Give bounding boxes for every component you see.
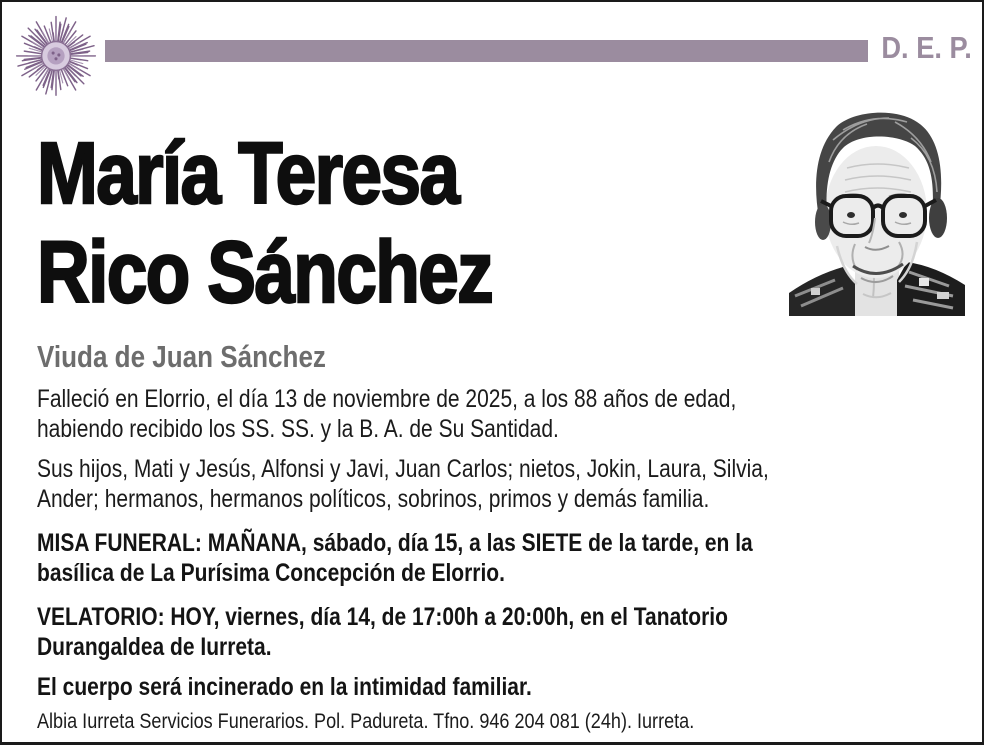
relation-subtitle: Viuda de Juan Sánchez bbox=[37, 339, 326, 374]
deceased-portrait-photo bbox=[789, 96, 965, 316]
wake-paragraph bbox=[37, 603, 728, 662]
dep-label: D. E. P. bbox=[881, 30, 972, 65]
family-line-1: Sus hijos, Mati y Jesús, Alfonsi y Javi, Juan Carlos; nietos, Jokin, Laura, Silvia, bbox=[37, 455, 769, 483]
wake-line-2: Durangaldea de Iurreta. bbox=[37, 632, 272, 661]
family-paragraph bbox=[37, 455, 769, 514]
deceased-name-line-1: María Teresa bbox=[37, 125, 459, 222]
deceased-name bbox=[37, 124, 492, 322]
death-notice-line-1: Falleció en Elorrio, el día 13 de noviembre de 2025, a los 88 años de edad, bbox=[37, 385, 737, 413]
funeral-mass-line-1: MISA FUNERAL: MAÑANA, sábado, día 15, a las SIETE de la tarde, en la bbox=[37, 529, 753, 557]
family-line-2: Ander; hermanos, hermanos políticos, sobrinos, primos y demás familia. bbox=[37, 484, 710, 513]
funeral-home-footer: Albia Iurreta Servicios Funerarios. Pol. Padureta. Tfno. 946 204 081 (24h). Iurreta. bbox=[37, 709, 695, 733]
funeral-mass-line-2: basílica de La Purísima Concepción de Elorrio. bbox=[37, 558, 505, 587]
death-notice-paragraph bbox=[37, 385, 736, 444]
header-bar bbox=[105, 40, 868, 62]
death-notice-line-2: habiendo recibido los SS. SS. y la B. A. de Su Santidad. bbox=[37, 414, 559, 443]
deceased-name-line-2: Rico Sánchez bbox=[37, 224, 493, 321]
funeral-mass-paragraph bbox=[37, 529, 753, 588]
wake-line-1: VELATORIO: HOY, viernes, día 14, de 17:00h a 20:00h, en el Tanatorio bbox=[37, 603, 728, 631]
thistle-flower-icon bbox=[8, 6, 104, 102]
cremation-line: El cuerpo será incinerado en la intimidad familiar. bbox=[37, 673, 532, 701]
